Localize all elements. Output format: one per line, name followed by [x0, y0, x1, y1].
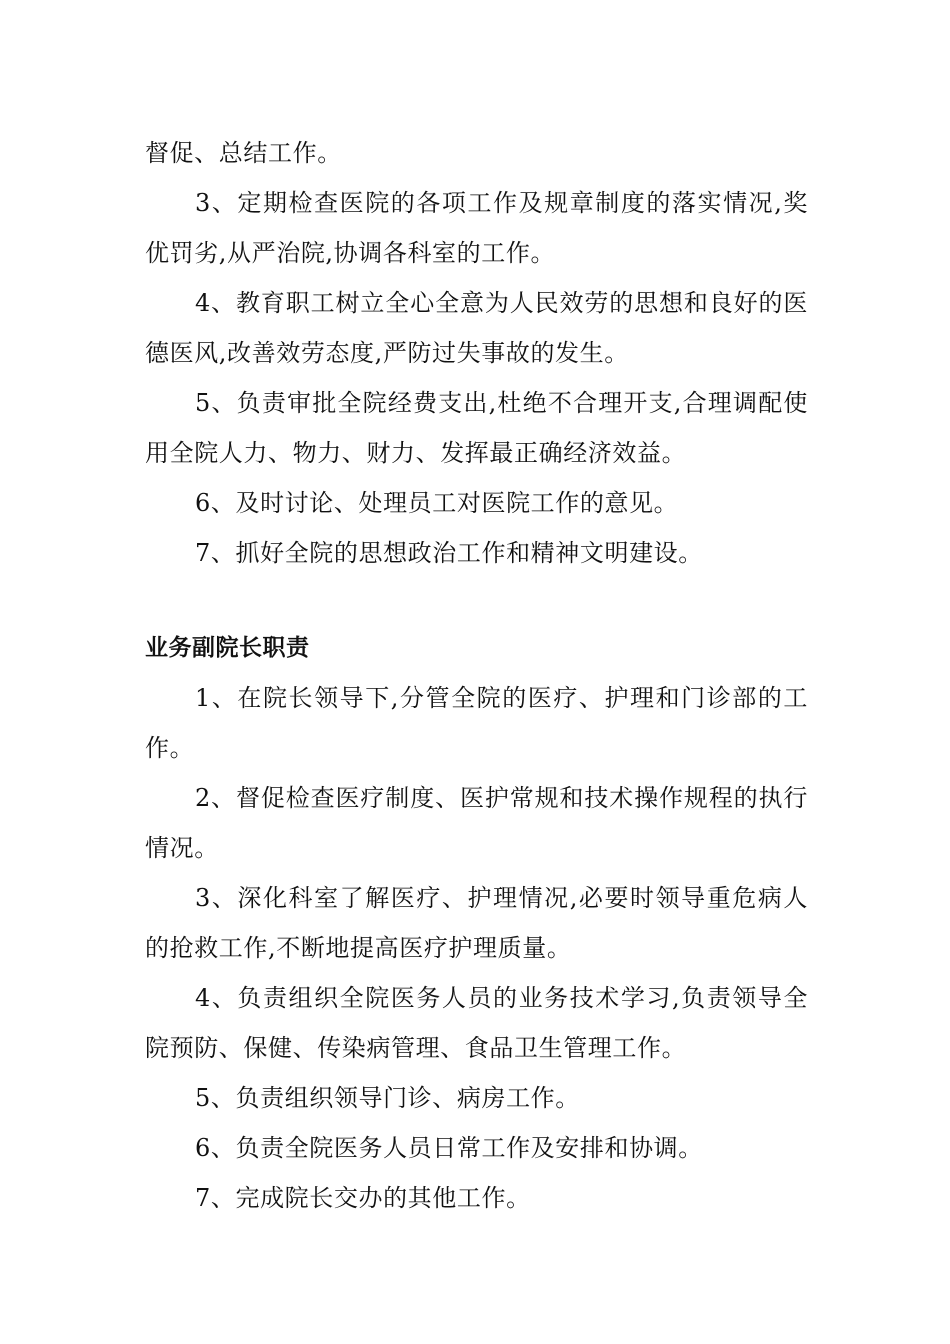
section-dean-duties-continued [145, 128, 808, 578]
section-vice-dean-duties [145, 623, 808, 1223]
paragraph-item-1: 1、在院长领导下,分管全院的医疗、护理和门诊部的工作。 [145, 684, 808, 762]
paragraph-item-5: 5、负责审批全院经费支出,杜绝不合理开支,合理调配使用全院人力、物力、财力、发挥最正确经济效益。 [145, 389, 808, 467]
paragraph-item-4: 4、教育职工树立全心全意为人民效劳的思想和良好的医德医风,改善效劳态度,严防过失事故的发生。 [145, 289, 808, 367]
paragraph-item-7: 7、抓好全院的思想政治工作和精神文明建设。 [195, 539, 703, 567]
paragraph-item-5: 5、负责组织领导门诊、病房工作。 [195, 1084, 580, 1112]
paragraph-item-7: 7、完成院长交办的其他工作。 [195, 1184, 531, 1212]
paragraph-item-6: 6、及时讨论、处理员工对医院工作的意见。 [195, 489, 679, 517]
paragraph-item-3: 3、深化科室了解医疗、护理情况,必要时领导重危病人的抢救工作,不断地提高医疗护理质量。 [145, 884, 808, 962]
paragraph-item-4: 4、负责组织全院医务人员的业务技术学习,负责领导全院预防、保健、传染病管理、食品卫生管理工作。 [145, 984, 808, 1062]
section-title: 业务副院长职责 [145, 635, 310, 661]
paragraph-continuation: 督促、总结工作。 [145, 139, 342, 167]
paragraph-item-3: 3、定期检查医院的各项工作及规章制度的落实情况,奖优罚劣,从严治院,协调各科室的工作。 [145, 189, 808, 267]
paragraph-item-6: 6、负责全院医务人员日常工作及安排和协调。 [195, 1134, 703, 1162]
paragraph-item-2: 2、督促检查医疗制度、医护常规和技术操作规程的执行情况。 [145, 784, 808, 862]
